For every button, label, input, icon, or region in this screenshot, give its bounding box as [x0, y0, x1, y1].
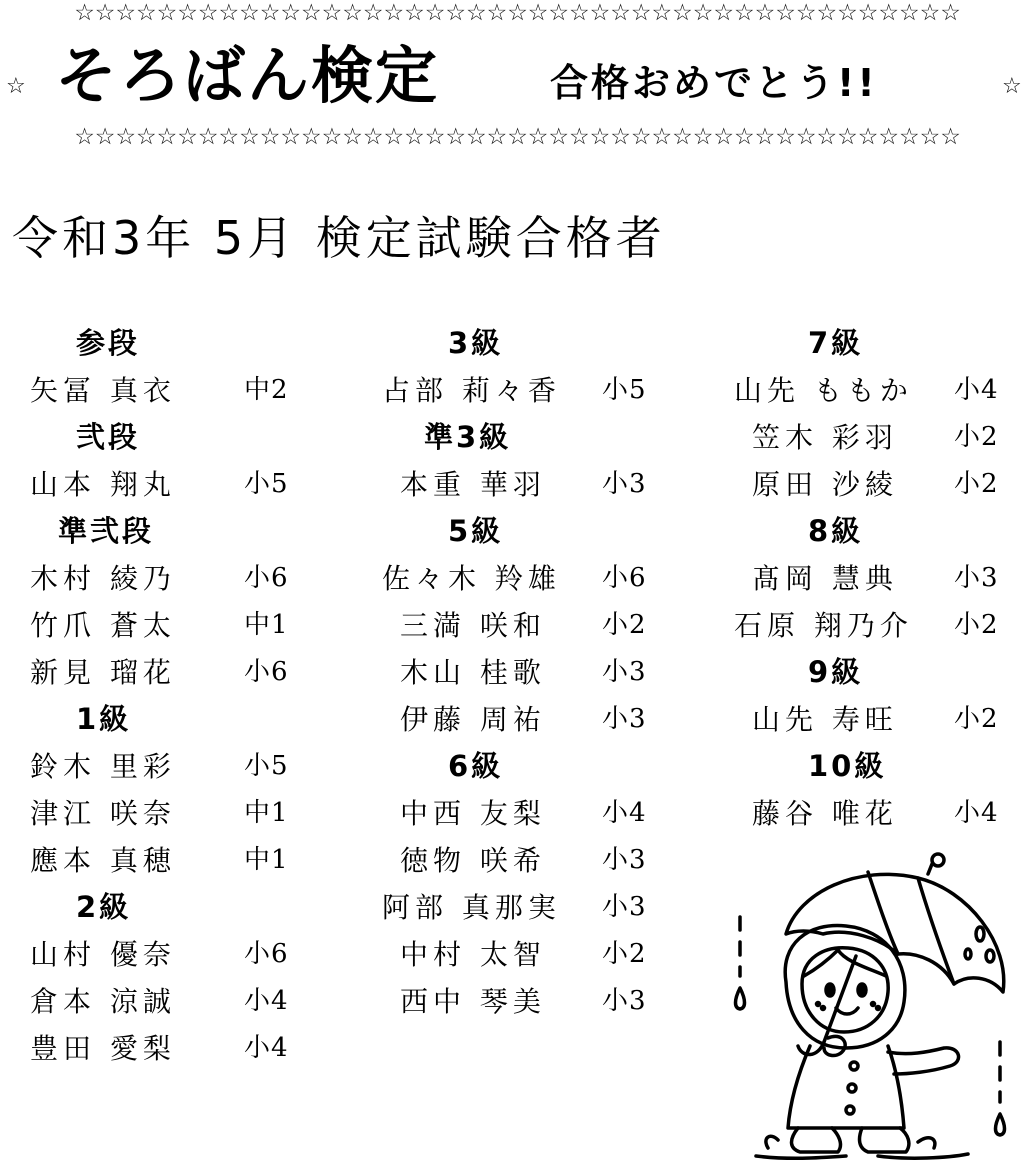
grade-label: 6級 [448, 749, 504, 783]
passer-name: 津江 咲奈 [30, 797, 176, 830]
passer-row [24, 978, 354, 1025]
grade-heading-row [376, 320, 706, 367]
grade-label: 準弐段 [58, 514, 155, 548]
passer-name: 中西 友梨 [400, 797, 546, 830]
passer-row [24, 367, 354, 414]
passer-name: 山村 優奈 [30, 938, 176, 971]
passer-name: 矢冨 真衣 [30, 374, 176, 407]
passer-row [376, 367, 706, 414]
passer-row [376, 790, 706, 837]
passer-school-year: 小6 [244, 563, 289, 593]
star-border-bottom: ☆☆☆☆☆☆☆☆☆☆☆☆☆☆☆☆☆☆☆☆☆☆☆☆☆☆☆☆☆☆☆☆☆☆☆☆☆☆☆☆☆☆☆ [74, 124, 961, 150]
grade-label: 5級 [448, 514, 504, 548]
passer-name: 伊藤 周祐 [400, 703, 546, 736]
passer-school-year: 中1 [244, 798, 289, 828]
grade-heading-row [728, 649, 1035, 696]
passer-name: 倉本 涼誠 [30, 985, 176, 1018]
passer-name: 木村 綾乃 [30, 562, 176, 595]
passer-school-year: 小3 [602, 657, 647, 687]
grade-label: 参段 [76, 326, 141, 360]
grade-heading-row [728, 508, 1035, 555]
grade-heading-row [24, 884, 354, 931]
passer-name: 占部 莉々香 [382, 374, 561, 407]
passer-school-year: 小5 [244, 469, 289, 499]
side-star-left-icon: ☆ [6, 74, 26, 99]
passer-name: 西中 琴美 [400, 985, 546, 1018]
passer-school-year: 小2 [954, 422, 999, 452]
grade-heading-row [728, 743, 1035, 790]
passer-row [728, 790, 1035, 837]
passer-name: 阿部 真那実 [382, 891, 561, 924]
passer-school-year: 小6 [244, 657, 289, 687]
passer-row [24, 837, 354, 884]
passer-row [376, 649, 706, 696]
passer-name: 本重 華羽 [400, 468, 546, 501]
grade-heading-row [728, 320, 1035, 367]
passer-name: 佐々木 羚雄 [382, 562, 561, 595]
star-border-top: ☆☆☆☆☆☆☆☆☆☆☆☆☆☆☆☆☆☆☆☆☆☆☆☆☆☆☆☆☆☆☆☆☆☆☆☆☆☆☆☆☆☆☆ [74, 0, 961, 26]
passer-school-year: 小3 [602, 704, 647, 734]
passer-row [728, 555, 1035, 602]
passer-school-year: 小5 [602, 375, 647, 405]
page-title: そろばん検定 [55, 39, 440, 112]
passer-school-year: 小2 [954, 610, 999, 640]
passer-school-year: 小4 [244, 1033, 289, 1063]
passer-row [376, 461, 706, 508]
passer-school-year: 中1 [244, 610, 289, 640]
grade-heading-row [24, 414, 354, 461]
passer-name: 石原 翔乃介 [734, 609, 913, 642]
grade-heading-row [376, 508, 706, 555]
passer-row [24, 649, 354, 696]
passer-school-year: 中1 [244, 845, 289, 875]
grade-label: 7級 [808, 326, 864, 360]
passer-school-year: 小3 [602, 986, 647, 1016]
passer-row [728, 696, 1035, 743]
passer-school-year: 小4 [602, 798, 647, 828]
passer-name: 山先 寿旺 [752, 703, 898, 736]
passer-row [376, 602, 706, 649]
passer-row [24, 931, 354, 978]
passer-name: 徳物 咲希 [400, 844, 546, 877]
passer-name: 笠木 彩羽 [752, 421, 898, 454]
grade-label: 9級 [808, 655, 864, 689]
passer-school-year: 小5 [244, 751, 289, 781]
passer-row [376, 555, 706, 602]
passer-row [24, 461, 354, 508]
passer-row [24, 790, 354, 837]
passer-row [376, 931, 706, 978]
passer-name: 山本 翔丸 [30, 468, 176, 501]
passer-name: 藤谷 唯花 [752, 797, 898, 830]
passer-name: 豊田 愛梨 [30, 1032, 176, 1065]
passer-name: 木山 桂歌 [400, 656, 546, 689]
passer-school-year: 小4 [244, 986, 289, 1016]
passer-name: 髙岡 慧典 [752, 562, 898, 595]
passer-row [376, 884, 706, 931]
grade-heading-row [24, 508, 354, 555]
passer-name: 應本 真穂 [30, 844, 176, 877]
passer-school-year: 小3 [602, 845, 647, 875]
passer-school-year: 中2 [244, 375, 289, 405]
grade-label: 1級 [76, 702, 132, 736]
passer-name: 鈴木 里彩 [30, 750, 176, 783]
passer-school-year: 小3 [602, 469, 647, 499]
grade-heading-row [376, 414, 706, 461]
passer-row [728, 602, 1035, 649]
passer-school-year: 小3 [954, 563, 999, 593]
passer-row [728, 367, 1035, 414]
passer-name: 山先 ももか [734, 374, 913, 407]
passer-name: 三満 咲和 [400, 609, 546, 642]
child-with-umbrella-in-rain-icon [728, 852, 1028, 1162]
passer-school-year: 小4 [954, 375, 999, 405]
passer-column-2 [376, 320, 706, 1025]
passer-school-year: 小2 [602, 939, 647, 969]
grade-label: 準3級 [424, 420, 512, 454]
passer-name: 原田 沙綾 [752, 468, 898, 501]
passer-row [376, 696, 706, 743]
passer-school-year: 小4 [954, 798, 999, 828]
page-subtitle: 合格おめでとう!! [550, 61, 878, 105]
grade-label: 弐段 [76, 420, 141, 454]
passer-school-year: 小6 [602, 563, 647, 593]
grade-heading-row [24, 696, 354, 743]
passer-row [376, 978, 706, 1025]
grade-heading-row [24, 320, 354, 367]
grade-label: 8級 [808, 514, 864, 548]
passer-row [24, 743, 354, 790]
passer-row [728, 414, 1035, 461]
grade-label: 3級 [448, 326, 504, 360]
passer-school-year: 小6 [244, 939, 289, 969]
passer-school-year: 小2 [602, 610, 647, 640]
exam-heading: 令和3年 5月 検定試験合格者 [12, 211, 666, 265]
passer-name: 新見 瑠花 [30, 656, 176, 689]
passer-column-1 [24, 320, 354, 1072]
passer-name: 中村 太智 [400, 938, 546, 971]
passer-column-3 [728, 320, 1035, 837]
grade-heading-row [376, 743, 706, 790]
grade-label: 10級 [808, 749, 887, 783]
passer-row [24, 602, 354, 649]
passer-school-year: 小3 [602, 892, 647, 922]
passer-name: 竹爪 蒼太 [30, 609, 176, 642]
passer-row [24, 555, 354, 602]
passer-row [728, 461, 1035, 508]
passer-row [376, 837, 706, 884]
side-star-right-icon: ☆ [1002, 74, 1022, 99]
passer-school-year: 小2 [954, 704, 999, 734]
passer-row [24, 1025, 354, 1072]
grade-label: 2級 [76, 890, 132, 924]
passer-school-year: 小2 [954, 469, 999, 499]
